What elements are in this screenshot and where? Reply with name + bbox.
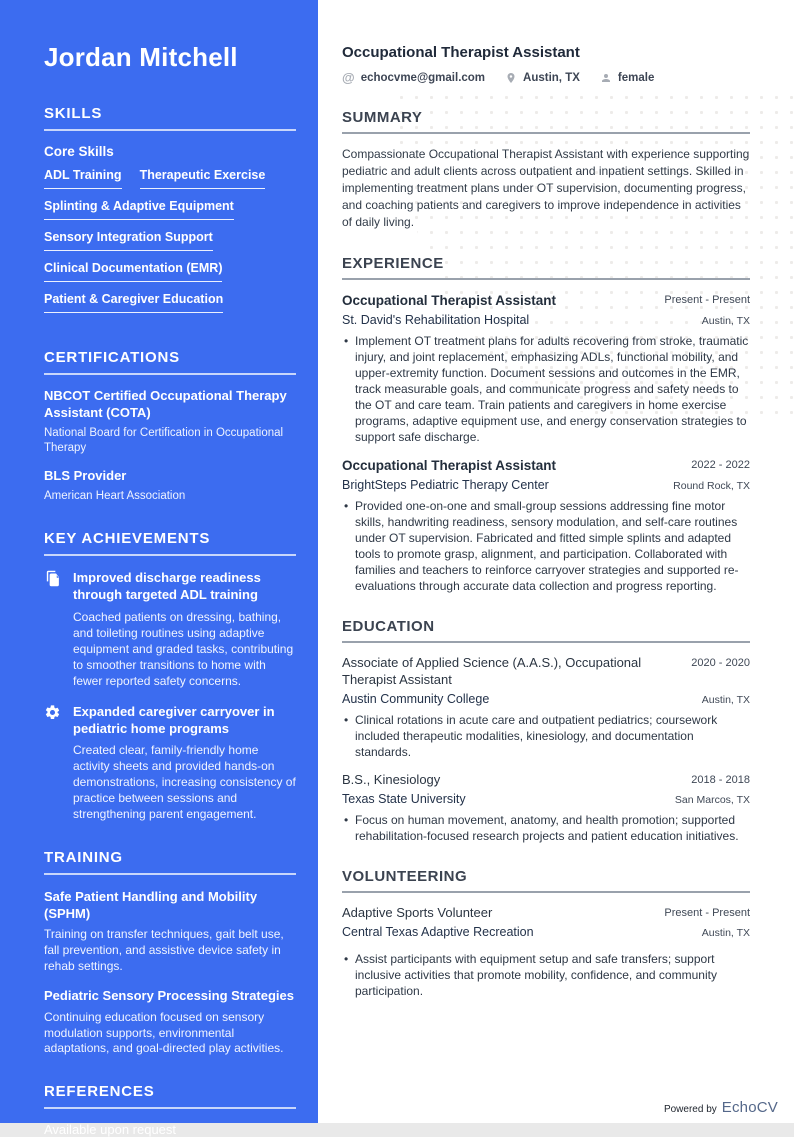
sidebar-section-achievements <box>44 530 296 823</box>
job-bullets <box>342 498 750 594</box>
volunteer-org: Central Texas Adaptive Recreation <box>342 925 534 940</box>
achievement-description: Coached patients on dressing, bathing, and toileting routines using adaptive equipment and graded tasks, contributing to smoother transitions to home with fewer reported safety concerns. <box>73 609 294 688</box>
page-title: Occupational Therapist Assistant <box>342 44 580 61</box>
sidebar-section-certifications <box>44 349 296 504</box>
achievements-heading: KEY ACHIEVEMENTS <box>44 530 211 548</box>
main-column <box>318 0 794 1123</box>
training-name: Pediatric Sensory Processing Strategies <box>44 988 294 1004</box>
divider <box>44 373 296 375</box>
volunteer-location: Austin, TX <box>701 927 750 940</box>
pin-icon <box>505 72 517 84</box>
bullet-item: • Implement OT treatment plans for adults recovering from stroke, traumatic injury, and joint replacement, emphasizing ADLs, functional mobility, and upper-extremity function. Document sessions and outcomes in the EMR, track measurable goals, and communicate progress and safety needs to the OT and care team. Train patients and caregivers in home exercise programs, adaptive equipment use, and energy conservation strategies to support safe discharge. <box>342 333 750 446</box>
experience-heading: EXPERIENCE <box>342 255 444 273</box>
volunteering-entry <box>342 905 750 999</box>
job-dates: 2022 - 2022 <box>691 459 750 472</box>
email-text: echocvme@gmail.com <box>360 71 486 84</box>
powered-by-text: Powered by <box>663 1104 717 1115</box>
document-icon <box>44 570 62 587</box>
achievement-item <box>44 703 296 823</box>
school-name: Texas State University <box>342 792 466 807</box>
job-bullets <box>342 333 750 446</box>
degree-title: B.S., Kinesiology <box>342 772 441 788</box>
job-title: Occupational Therapist Assistant <box>342 458 557 474</box>
volunteering-heading: VOLUNTEERING <box>342 868 468 886</box>
divider <box>44 554 296 556</box>
skill-item: Therapeutic Exercise <box>140 168 266 189</box>
divider <box>342 641 750 643</box>
job-title: Occupational Therapist Assistant <box>342 293 557 309</box>
contact-email <box>342 70 485 85</box>
skills-group-title: Core Skills <box>44 144 114 159</box>
education-entry <box>342 655 750 760</box>
sidebar-section-skills <box>44 105 296 323</box>
section-education <box>342 618 750 844</box>
bullet-item: • Provided one-on-one and small-group sessions addressing fine motor skills, handwriting readiness, sensory modulation, and self-care routines under OT supervision. Fabricated and fitted simple splints and adapted tools to promote grasp, alignment, and participation. Collaborated with families and teachers to reinforce carryover strategies and supported re-evaluations through accurate data collection and progress reporting. <box>342 498 750 594</box>
divider <box>342 132 750 134</box>
achievement-description: Created clear, family-friendly home activity sheets and provided hands-on demonstrations, increasing consistency of practice between sessions and strengthening parent engagement. <box>73 743 296 821</box>
bullet-item: • Clinical rotations in acute care and outpatient pediatrics; coursework included therapeutic modalities, kinesiology, and documentation standards. <box>342 712 750 760</box>
achievement-title: Expanded caregiver carryover in pediatric home programs <box>73 703 275 736</box>
training-name: Safe Patient Handling and Mobility (SPHM) <box>44 888 258 922</box>
section-experience <box>342 255 750 594</box>
sidebar-section-training <box>44 849 296 1058</box>
divider <box>44 129 296 131</box>
job-dates: Present - Present <box>664 294 750 307</box>
contact-location <box>505 72 580 84</box>
skill-item: Clinical Documentation (EMR) <box>44 261 222 282</box>
contact-gender <box>600 72 654 84</box>
sidebar-section-references <box>44 1083 296 1137</box>
school-location: Austin, TX <box>701 694 750 707</box>
achievement-body <box>73 703 296 823</box>
job-company: St. David's Rehabilitation Hospital <box>342 312 530 327</box>
footer <box>664 1099 778 1116</box>
references-heading: REFERENCES <box>44 1083 155 1101</box>
volunteer-dates: Present - Present <box>664 907 750 920</box>
section-volunteering <box>342 868 750 999</box>
summary-text: Compassionate Occupational Therapist Assistant with experience supporting pediatric and adult clients across outpatient and inpatient settings. Skilled in implementing treatment plans under OT supervision, documenting progress, and coaching patients and caregivers to improve independence in activities of daily living. <box>342 147 750 230</box>
skills-heading: SKILLS <box>44 105 103 122</box>
degree-dates: 2018 - 2018 <box>691 774 750 787</box>
skill-item: ADL Training <box>44 168 122 189</box>
training-description: Training on transfer techniques, gait belt use, fall prevention, and assistive device safety in rehab settings. <box>44 927 284 974</box>
training-heading: TRAINING <box>44 848 123 866</box>
achievement-item <box>44 569 296 689</box>
divider <box>44 1107 296 1109</box>
education-heading: EDUCATION <box>342 618 435 636</box>
divider <box>44 873 296 875</box>
bullet-item: • Assist participants with equipment setup and safe transfers; support inclusive activities that promote mobility, confidence, and community participation. <box>342 951 750 999</box>
education-entry <box>342 772 750 844</box>
divider <box>342 891 750 893</box>
training-item <box>44 888 296 975</box>
degree-title: Associate of Applied Science (A.A.S.), Occupational Therapist Assistant <box>342 655 642 688</box>
summary-heading: SUMMARY <box>342 109 423 126</box>
certification-item <box>44 468 296 504</box>
certification-name: BLS Provider <box>44 468 127 484</box>
location-text: Austin, TX <box>523 71 580 84</box>
sidebar <box>0 0 318 1137</box>
section-summary <box>342 109 750 231</box>
candidate-name: Jordan Mitchell <box>44 42 238 72</box>
volunteer-role: Adaptive Sports Volunteer <box>342 905 493 921</box>
training-item <box>44 987 296 1057</box>
education-bullets <box>342 812 750 844</box>
achievement-body <box>73 569 296 689</box>
experience-entry <box>342 292 750 445</box>
job-location: Round Rock, TX <box>673 479 750 492</box>
bullet-item: • Focus on human movement, anatomy, and health promotion; supported rehabilitation-focused research projects and patient education initiatives. <box>342 812 750 844</box>
certification-issuer: National Board for Certification in Occupational Therapy <box>44 426 284 454</box>
job-location: Austin, TX <box>701 314 750 327</box>
achievement-title: Improved discharge readiness through targeted ADL training <box>73 570 261 603</box>
certification-name: NBCOT Certified Occupational Therapy Assistant (COTA) <box>44 388 287 420</box>
references-text: Available upon request <box>44 1122 177 1137</box>
skill-item: Patient & Caregiver Education <box>44 292 223 313</box>
experience-entry <box>342 457 750 594</box>
person-icon <box>600 72 612 84</box>
certifications-heading: CERTIFICATIONS <box>44 349 180 366</box>
gear-icon <box>44 704 62 721</box>
skills-list <box>44 168 296 323</box>
brand-logo: EchoCV <box>721 1099 778 1116</box>
school-location: San Marcos, TX <box>674 794 750 807</box>
divider <box>342 278 750 280</box>
degree-dates: 2020 - 2020 <box>691 657 750 670</box>
certification-item <box>44 388 296 456</box>
certification-issuer: American Heart Association <box>44 490 186 503</box>
skill-item: Sensory Integration Support <box>44 230 213 251</box>
skill-item: Splinting & Adaptive Equipment <box>44 199 234 220</box>
training-description: Continuing education focused on sensory modulation supports, environmental adaptations, and goal-directed play activities. <box>44 1009 284 1056</box>
gender-text: female <box>617 71 655 84</box>
at-icon: @ <box>342 70 355 85</box>
education-bullets <box>342 712 750 760</box>
school-name: Austin Community College <box>342 692 490 707</box>
volunteering-bullets <box>342 951 750 999</box>
contact-row <box>342 70 750 85</box>
job-company: BrightSteps Pediatric Therapy Center <box>342 477 549 492</box>
